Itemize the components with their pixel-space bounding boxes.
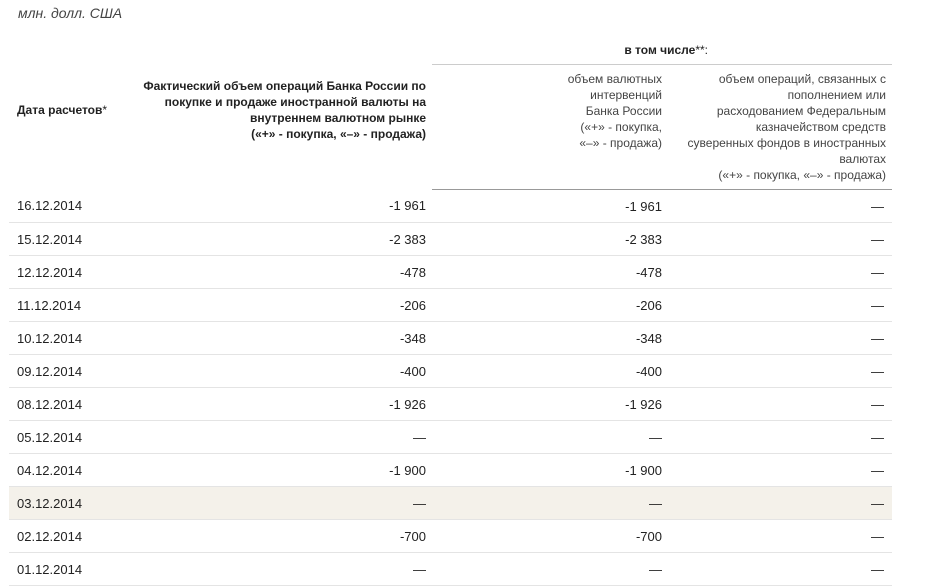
- cell-sovereign-funds: —: [662, 454, 892, 487]
- header-sov-line: («+» - покупка, «–» - продажа): [718, 168, 886, 182]
- table-row: [9, 553, 892, 586]
- table-row: [9, 454, 892, 487]
- table-row: [9, 487, 892, 520]
- cell-fx-interventions: -1 900: [432, 454, 662, 487]
- unit-note: млн. долл. США: [18, 5, 123, 21]
- cell-total: -1 926: [135, 388, 432, 421]
- cell-total: -348: [135, 322, 432, 355]
- header-sov-line: суверенных фондов в иностранных валютах: [687, 136, 886, 166]
- cell-sovereign-funds: —: [662, 289, 892, 322]
- cell-total: —: [135, 487, 432, 520]
- cell-total: -1 900: [135, 454, 432, 487]
- header-total-line: покупке и продаже иностранной валюты на: [164, 94, 426, 109]
- cell-total: -400: [135, 355, 432, 388]
- header-fx-line: объем валютных: [567, 72, 662, 86]
- header-total-line: («+» - покупка, «–» - продажа): [251, 126, 426, 141]
- cell-fx-interventions: -2 383: [432, 223, 662, 256]
- cell-total: —: [135, 421, 432, 454]
- cell-sovereign-funds: —: [662, 520, 892, 553]
- cell-fx-interventions: —: [432, 421, 662, 454]
- header-date-label: Дата расчетов: [17, 102, 103, 117]
- header-sovereign-funds: [662, 65, 892, 190]
- header-fx-line: интервенций: [590, 88, 662, 102]
- cell-fx-interventions: -206: [432, 289, 662, 322]
- header-sov-line: объем операций, связанных с пополнением или: [718, 72, 886, 102]
- cell-total: -478: [135, 256, 432, 289]
- table-row: [9, 388, 892, 421]
- cell-total: -2 383: [135, 223, 432, 256]
- cell-date: 16.12.2014: [9, 190, 135, 223]
- cell-date: 11.12.2014: [9, 289, 135, 322]
- cell-sovereign-funds: —: [662, 487, 892, 520]
- cell-sovereign-funds: —: [662, 355, 892, 388]
- cell-fx-interventions: -1 926: [432, 388, 662, 421]
- cell-fx-interventions: -1 961: [432, 190, 662, 223]
- cell-total: -700: [135, 520, 432, 553]
- header-sov-line: расходованием Федеральным казначейством средств: [716, 104, 886, 134]
- table-row: [9, 289, 892, 322]
- cell-date: 05.12.2014: [9, 421, 135, 454]
- cell-sovereign-funds: —: [662, 388, 892, 421]
- cell-date: 02.12.2014: [9, 520, 135, 553]
- header-fx-line: Банка России: [585, 104, 662, 118]
- cell-total: -1 961: [135, 190, 432, 223]
- header-fx-interventions: [432, 65, 662, 190]
- table-row: [9, 421, 892, 454]
- cell-date: 09.12.2014: [9, 355, 135, 388]
- cell-sovereign-funds: —: [662, 256, 892, 289]
- cell-fx-interventions: -700: [432, 520, 662, 553]
- cell-fx-interventions: -400: [432, 355, 662, 388]
- cell-date: 10.12.2014: [9, 322, 135, 355]
- table-row: [9, 322, 892, 355]
- table-row: [9, 355, 892, 388]
- cell-date: 08.12.2014: [9, 388, 135, 421]
- header-total-line: внутреннем валютном рынке: [249, 110, 426, 125]
- header-group-footnote-mark: **:: [695, 43, 708, 57]
- cell-sovereign-funds: —: [662, 322, 892, 355]
- cell-total: -206: [135, 289, 432, 322]
- cell-sovereign-funds: —: [662, 421, 892, 454]
- cell-sovereign-funds: —: [662, 223, 892, 256]
- header-fx-line: («+» - покупка,: [580, 120, 662, 134]
- header-total-line: Фактический объем операций Банка России по: [143, 78, 426, 93]
- header-group-label: в том числе: [624, 43, 696, 57]
- table-row: [9, 190, 892, 223]
- header-fx-line: «–» - продажа): [579, 136, 662, 150]
- cell-date: 03.12.2014: [9, 487, 135, 520]
- header-total: [135, 30, 432, 190]
- table-row: [9, 223, 892, 256]
- cell-sovereign-funds: —: [662, 553, 892, 586]
- header-row-top: [9, 30, 892, 65]
- cell-sovereign-funds: —: [662, 190, 892, 223]
- cell-fx-interventions: —: [432, 487, 662, 520]
- cell-total: —: [135, 553, 432, 586]
- header-group: [432, 30, 892, 65]
- header-date-footnote-mark: *: [102, 102, 108, 117]
- cell-date: 04.12.2014: [9, 454, 135, 487]
- cell-date: 01.12.2014: [9, 553, 135, 586]
- cell-fx-interventions: —: [432, 553, 662, 586]
- cell-fx-interventions: -348: [432, 322, 662, 355]
- table-row: [9, 520, 892, 553]
- cell-fx-interventions: -478: [432, 256, 662, 289]
- cell-date: 12.12.2014: [9, 256, 135, 289]
- table-row: [9, 256, 892, 289]
- fx-operations-table: [9, 30, 892, 586]
- header-date: [9, 30, 135, 190]
- cell-date: 15.12.2014: [9, 223, 135, 256]
- table-body: [9, 190, 892, 586]
